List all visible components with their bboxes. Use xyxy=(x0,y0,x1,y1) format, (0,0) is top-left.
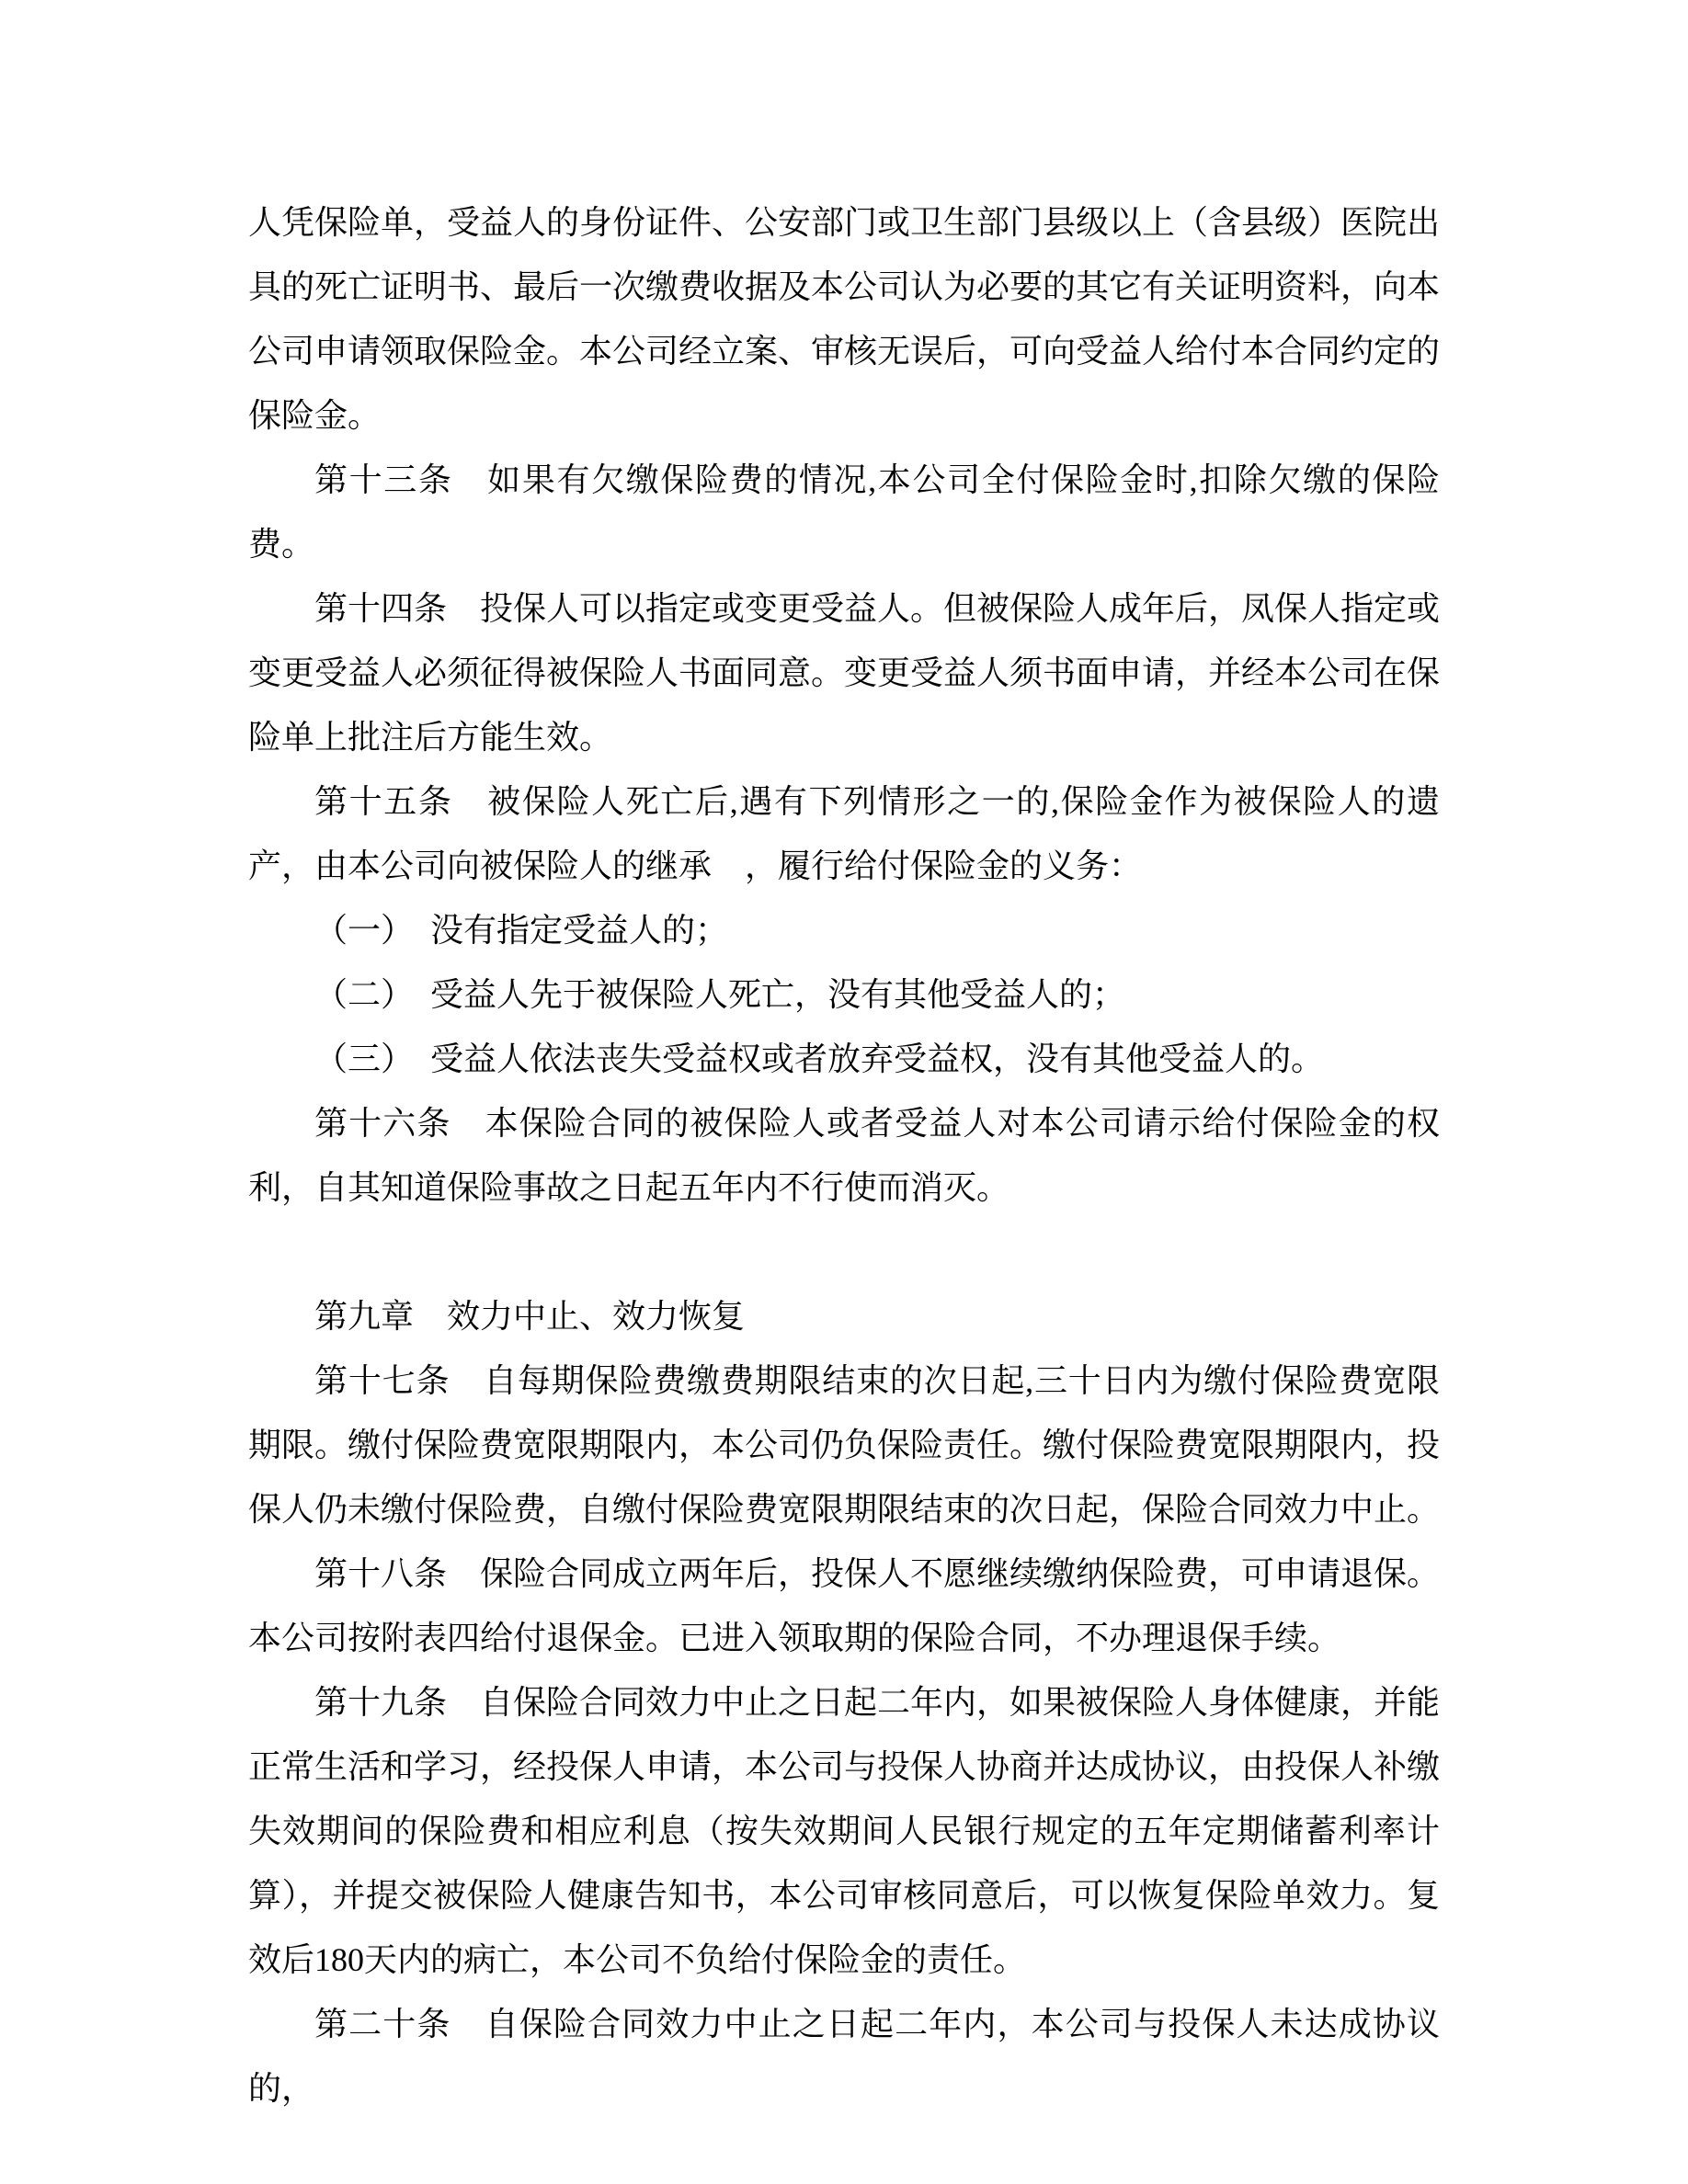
chapter-9-heading: 第九章 效力中止、效力恢复 xyxy=(314,1298,746,1335)
list-item-3: （三） 受益人依法丧失受益权或者放弃受益权，没有其他受益人的。 xyxy=(314,1041,1325,1077)
list-item-1: （一） 没有指定受益人的； xyxy=(314,912,729,949)
paragraph-article-19: 第十九条 自保险合同效力中止之日起二年内，如果被保险人身体健康，并能正常生活和学习，经投保人申请，本公司与投保人协商并达成协议，由投保人补缴失效期间的保险费和相应利息（按失效期间人民银行规定的五年定期储蓄利率计算），并提交被保险人健康告知书，本公司审核同意后，可以恢复保险单效力。复效后180天内的病亡，本公司不负给付保险金的责任。 xyxy=(248,1684,1441,1978)
paragraph-article-15: 第十五条 被保险人死亡后,遇有下列情形之一的,保险金作为被保险人的遗产，由本公司向被保险人的继承 ，履行给付保险金的义务： xyxy=(248,783,1440,884)
paragraph-article-16: 第十六条 本保险合同的被保险人或者受益人对本公司请示给付保险金的权利，自其知道保险事故之日起五年内不行使而消灭。 xyxy=(248,1105,1440,1206)
paragraph-continuation: 人凭保险单，受益人的身份证件、公安部门或卫生部门县级以上（含县级）医院出具的死亡证明书、最后一次缴费收据及本公司认为必要的其它有关证明资料，向本公司申请领取保险金。本公司经立案、审核无误后，可向受益人给付本合同约定的保险金。 xyxy=(248,204,1441,434)
list-item-2: （二） 受益人先于被保险人死亡，没有其他受益人的； xyxy=(314,976,1126,1013)
paragraph-article-18: 第十八条 保险合同成立两年后，投保人不愿继续缴纳保险费，可申请退保。本公司按附表四给付退保金。已进入领取期的保险合同，不办理退保手续。 xyxy=(248,1555,1441,1656)
paragraph-article-17: 第十七条 自每期保险费缴费期限结束的次日起,三十日内为缴付保险费宽限期限。缴付保险费宽限期限内，本公司仍负保险责任。缴付保险费宽限期限内，投保人仍未缴付保险费，自缴付保险费宽限期限结束的次日起，保险合同效力中止。 xyxy=(248,1362,1441,1528)
paragraph-article-14: 第十四条 投保人可以指定或变更受益人。但被保险人成年后，凤保人指定或变更受益人必须征得被保险人书面同意。变更受益人须书面申请，并经本公司在保险单上批注后方能生效。 xyxy=(248,590,1441,756)
paragraph-article-13: 第十三条 如果有欠缴保险费的情况,本公司全付保险金时,扣除欠缴的保险费。 xyxy=(248,461,1440,563)
contract-text-block xyxy=(248,190,1440,2121)
paragraph-article-20: 第二十条 自保险合同效力中止之日起二年内，本公司与投保人未达成协议的， xyxy=(248,2006,1440,2107)
